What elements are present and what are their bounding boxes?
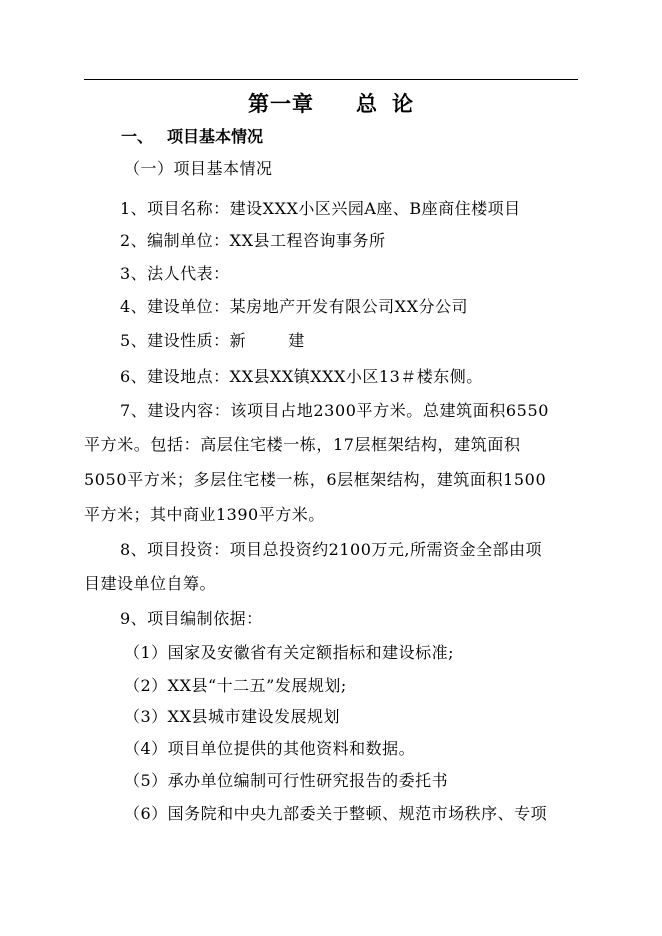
item-content-line-4: 平方米；其中商业1390平方米。 — [84, 505, 325, 524]
item-nature-label: 5、建设性质：新 — [120, 331, 247, 350]
chapter-number: 第一章 — [248, 91, 314, 116]
item-builder: 4、建设单位：某房地产开发有限公司XX分公司 — [120, 297, 468, 316]
item-nature-value: 建 — [288, 331, 305, 350]
basis-item-2: （2）XX县“十二五”发展规划; — [124, 676, 347, 695]
item-compiler: 2、编制单位：XX县工程咨询事务所 — [120, 231, 386, 250]
chapter-title-a: 总 — [356, 91, 378, 116]
chapter-title-b: 论 — [392, 91, 414, 116]
chapter-title — [248, 88, 414, 118]
item-content-line-3: 5050平方米；多层住宅楼一栋，6层框架结构，建筑面积1500 — [84, 470, 547, 489]
section-number: 一、 — [121, 127, 154, 146]
item-nature — [120, 331, 305, 351]
basis-item-6: （6）国务院和中央九部委关于整顿、规范市场秩序、专项 — [124, 804, 548, 823]
item-investment-line-2: 目建设单位自筹。 — [84, 574, 217, 593]
header-rule — [84, 79, 578, 80]
item-location: 6、建设地点：XX县XX镇XXX小区13＃楼东侧。 — [120, 367, 483, 386]
subsection-heading: （一）项目基本情况 — [124, 159, 273, 178]
item-content-line-1: 7、建设内容：该项目占地2300平方米。总建筑面积6550 — [120, 401, 550, 420]
basis-item-4: （4）项目单位提供的其他资料和数据。 — [124, 739, 416, 758]
item-project-name: 1、项目名称：建设XXX小区兴园A座、B座商住楼项目 — [120, 199, 521, 218]
item-investment-line-1: 8、项目投资：项目总投资约2100万元,所需资金全部由项 — [120, 540, 542, 559]
item-content-line-2: 平方米。包括：高层住宅楼一栋，17层框架结构，建筑面积 — [84, 435, 521, 454]
basis-item-5: （5）承办单位编制可行性研究报告的委托书 — [124, 771, 449, 790]
basis-item-3: （3）XX县城市建设发展规划 — [124, 707, 340, 726]
basis-item-1: （1）国家及安徽省有关定额指标和建设标准; — [124, 643, 455, 662]
section-heading — [121, 124, 263, 147]
item-legal-rep: 3、法人代表： — [120, 264, 230, 283]
item-basis: 9、项目编制依据： — [120, 609, 263, 628]
section-title: 项目基本情况 — [167, 127, 264, 146]
